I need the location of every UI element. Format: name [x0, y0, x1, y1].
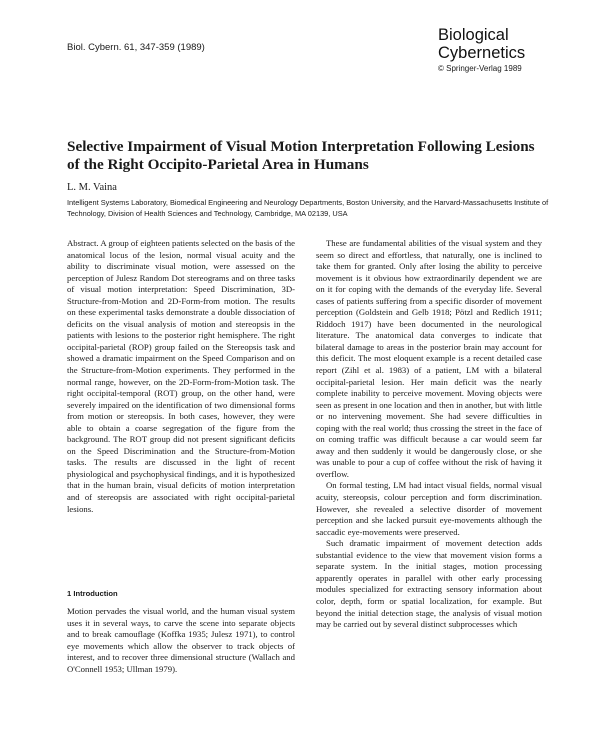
abstract-text: A group of eighteen patients selected on the basis of the anatomical locus of the lesion, normal visual acuity and the ability to discriminate visual motion, were assessed on the perception of Julesz Random Dot stereograms and on three tasks of visual motion interpretation: Speed Discrimination, 3D-Structure-from-Motion and 2D-Form-from motion. The results on these experimental tasks demonstrate a double dissociation of deficits on the visual analysis of motion and stereopsis in the patients with lesions to the posterior right hemisphere. The right occipital-parietal (ROP) group failed on the Stereopsis task and showed a dramatic impairment on the Speed Comparison and on the Structure-from-Motion experiments. They performed in the normal range, however, on the 2D-Form-from-Motion task. The right occipital-temporal (ROT) group, on the other hand, were severely impaired on the identification of two dimensional forms from motion or stereopsis. In both cases, however, they were able to obtain a coarse segregation of the figure from the background. The ROT group did not present significant deficits on the Speed Discrimination and the Structure-from-Motion tasks. The results are discussed in the light of recent physiological and psychophysical findings, and it is hypothesized that in the human brain, visual deficits of motion interpretation and of stereopsis are associated with right occipital-parietal lesions.	[67, 238, 295, 514]
journal-name-line1: Biological	[438, 26, 509, 44]
introduction-paragraph: Motion pervades the visual world, and the human visual system uses it in several ways, to carve the scene into separate objects and to break camouflage (Koffka 1935; Julesz 1971), to control eye movements which allow the observer to track objects of interest, and to recover three dimensional structure (Wallach and O'Connell 1953; Ullman 1979).	[67, 606, 295, 674]
journal-brand	[438, 26, 525, 75]
author-affiliation: Intelligent Systems Laboratory, Biomedical Engineering and Neurology Departments, Boston University, and the Harvard-Massachusetts Institute of Technology, Division of Health Sciences and Technology, Cambridge, MA 02139, USA	[67, 198, 549, 218]
body-paragraph-2: On formal testing, LM had intact visual fields, normal visual acuity, stereopsis, colour perception and form discrimination. However, she revealed a selective disorder of movement perception and she lacked pursuit eye-movements although the saccadic eye-movements were preserved.	[316, 480, 542, 537]
body-paragraph-1: These are fundamental abilities of the visual system and they seem so direct and effortless, that naturally, one is inclined to take them for granted. Only after losing the ability to perceive movement is it obvious how extraordinarily dependent we are on it for coping with the demands of the everyday life. Several cases of patients suffering from a specific disorder of movement perception (Goldstein and Gelb 1918; Pötzl and Redlich 1911; Riddoch 1917) have been documented in the neurological literature. The anatomical data converges to indicate that bilateral damage to areas in the posterior brain may account for this deficit. The most eloquent example is a recent detailed case report (Zihl et al. 1983) of a patient, LM with a bilateral occipital-parietal lesion. Her main deficit was the nearly complete inability to perceive movement. Moving objects were seen as present in one location and then in another, but with little or no intervening movement. She had severe difficulties in coping with the real world; thus crossing the street in the face of on coming traffic was difficult because a car would seem far away and then suddenly it would be dangerously close, or she was unable to pour a cup of coffee without the risk of having it overflow.	[316, 238, 542, 479]
journal-name-line2: Cybernetics	[438, 44, 526, 62]
body-paragraph-3: Such dramatic impairment of movement detection adds substantial evidence to the view that movement vision forms a separate system. In the initial stages, motion processing apparently operates in parallel with other early processing modules specialized for extracting sensory information about color, depth, form or spatial localization, for example. But beyond the initial detection stage, the analysis of visual motion may be carried out by several distinct subprocesses which	[316, 538, 542, 630]
introduction-column	[67, 606, 295, 675]
article-title: Selective Impairment of Visual Motion Interpretation Following Lesions of the Right Occipito-Parietal Area in Humans	[67, 138, 535, 173]
publisher-line: © Springer-Verlag 1989	[438, 64, 522, 73]
journal-reference: Biol. Cybern. 61, 347-359 (1989)	[67, 42, 205, 53]
abstract-column	[67, 238, 295, 515]
abstract-paragraph	[67, 238, 295, 515]
right-column	[316, 238, 542, 631]
section-heading-introduction: 1 Introduction	[67, 589, 118, 598]
abstract-label: Abstract.	[67, 238, 99, 248]
author-name: L. M. Vaina	[67, 182, 117, 193]
